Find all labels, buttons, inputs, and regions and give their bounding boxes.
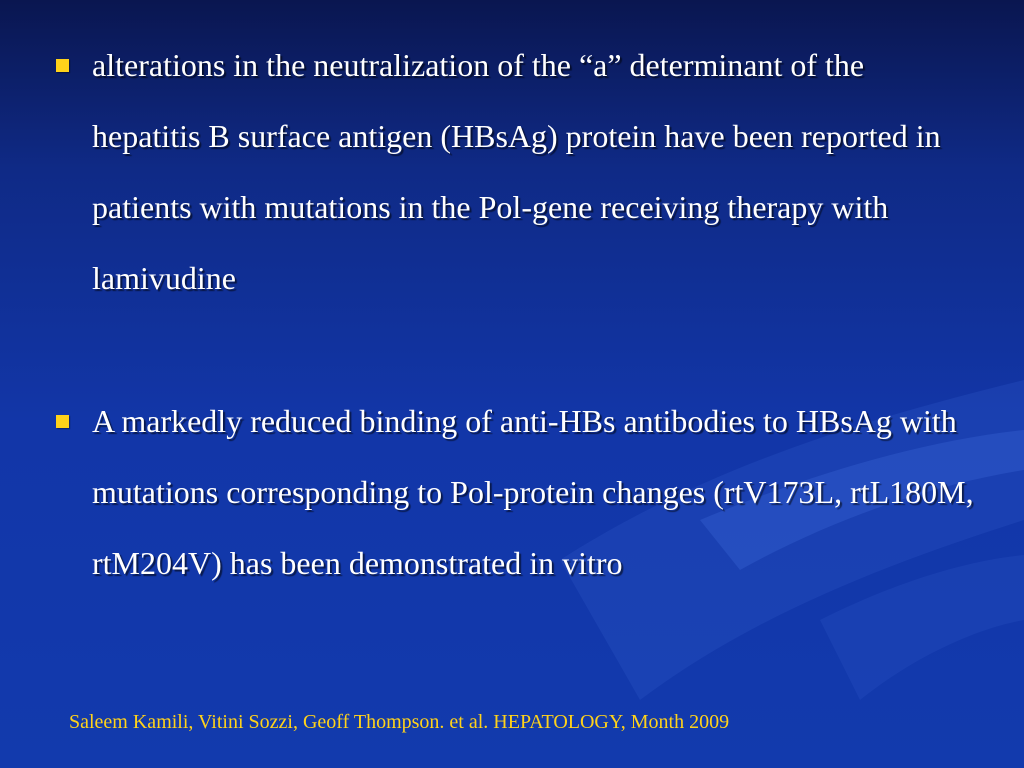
bullet-item-1 — [56, 30, 976, 314]
bullet-item-2 — [56, 386, 976, 599]
bullet-text: A markedly reduced binding of anti-HBs antibodies to HBsAg with mutations corresponding to Pol-protein changes (rtV173L, rtL180M, rtM204V) has been demonstrated in vitro — [92, 403, 974, 581]
citation: Saleem Kamili, Vitini Sozzi, Geoff Thompson. et al. HEPATOLOGY, Month 2009 — [69, 711, 730, 733]
square-bullet-icon — [56, 59, 69, 72]
bullet-text: alterations in the neutralization of the “a” determinant of the hepatitis B surface antigen (HBsAg) protein have been reported in patients with mutations in the Pol-gene receiving therapy with lamivudine — [92, 47, 941, 296]
bullet-list — [56, 30, 976, 599]
square-bullet-icon — [56, 415, 69, 428]
